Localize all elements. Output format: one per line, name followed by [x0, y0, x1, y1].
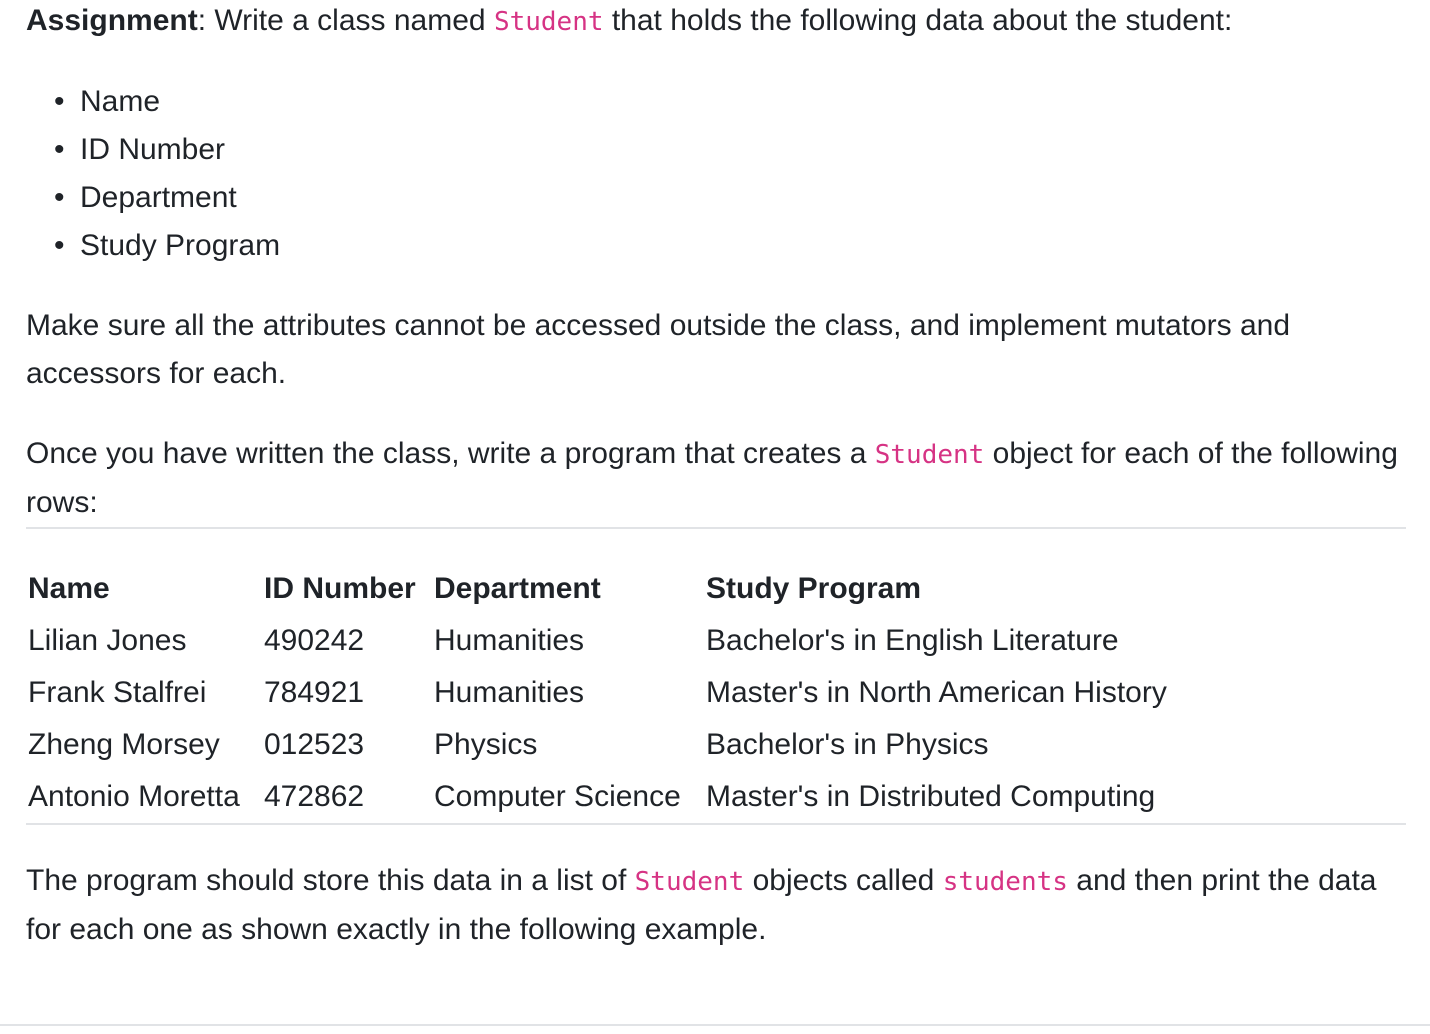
attribute-item	[54, 174, 1406, 222]
cell-department: Physics	[434, 728, 538, 761]
bullet-icon: •	[54, 229, 65, 262]
encapsulation-paragraph: Make sure all the attributes cannot be accessed outside the class, and implement mutators and accessors for each.	[26, 309, 1291, 390]
cell-id-number: 472862	[264, 780, 365, 813]
cell-name: Zheng Morsey	[28, 728, 220, 761]
bullet-icon: •	[54, 133, 65, 166]
attribute-label: Study Program	[80, 229, 281, 262]
header-department: Department	[434, 572, 601, 605]
assignment-colon: :	[197, 4, 207, 37]
table-top-divider	[26, 527, 1406, 529]
class-name-code: Student	[874, 440, 985, 470]
cell-id-number: 490242	[264, 624, 365, 657]
table-row	[28, 667, 1167, 719]
attribute-label: ID Number	[80, 133, 226, 166]
store-data-paragraph	[26, 857, 1406, 954]
class-name-code: Student	[634, 867, 745, 897]
attribute-item	[54, 78, 1406, 126]
attribute-label: Name	[80, 85, 161, 118]
page-bottom-divider	[0, 1024, 1430, 1026]
header-name: Name	[28, 572, 110, 605]
table-bottom-divider	[26, 823, 1406, 825]
intro-text-after: that holds the following data about the student:	[603, 4, 1233, 37]
assignment-label: Assignment	[26, 4, 198, 37]
cell-name: Frank Stalfrei	[28, 676, 207, 709]
intro-text-before: Write a class named	[206, 4, 494, 37]
cell-name: Antonio Moretta	[28, 780, 240, 813]
students-table	[28, 563, 1167, 823]
assignment-document	[26, 0, 1406, 954]
cell-name: Lilian Jones	[28, 624, 187, 657]
assignment-intro	[26, 0, 1406, 46]
store-text-1: The program should store this data in a list of	[26, 864, 635, 897]
store-text-3: and then print the data for each one as shown exactly in the following example.	[26, 864, 1377, 946]
table-row	[28, 615, 1167, 667]
attribute-item	[54, 222, 1406, 270]
create-objects-paragraph	[26, 430, 1406, 527]
header-id-number: ID Number	[264, 572, 416, 605]
class-name-code: Student	[493, 7, 604, 37]
attribute-label: Department	[80, 181, 237, 214]
cell-department: Humanities	[434, 624, 585, 657]
store-text-2: objects called	[744, 864, 943, 897]
cell-department: Computer Science	[434, 780, 681, 813]
cell-department: Humanities	[434, 676, 585, 709]
cell-study-program: Bachelor's in Physics	[706, 728, 989, 761]
list-name-code: students	[942, 867, 1068, 897]
cell-study-program: Master's in Distributed Computing	[706, 780, 1156, 813]
cell-study-program: Master's in North American History	[706, 676, 1167, 709]
table-row	[28, 771, 1167, 823]
bullet-icon: •	[54, 85, 65, 118]
cell-id-number: 784921	[264, 676, 365, 709]
create-text-before: Once you have written the class, write a program that creates a	[26, 437, 875, 470]
table-header-row	[28, 563, 1167, 615]
cell-study-program: Bachelor's in English Literature	[706, 624, 1119, 657]
attribute-item	[54, 126, 1406, 174]
header-study-program: Study Program	[706, 572, 922, 605]
bullet-icon: •	[54, 181, 65, 214]
table-row	[28, 719, 1167, 771]
attribute-list	[26, 78, 1406, 270]
cell-id-number: 012523	[264, 728, 365, 761]
create-text-after: object for each of the following rows:	[26, 437, 1398, 519]
